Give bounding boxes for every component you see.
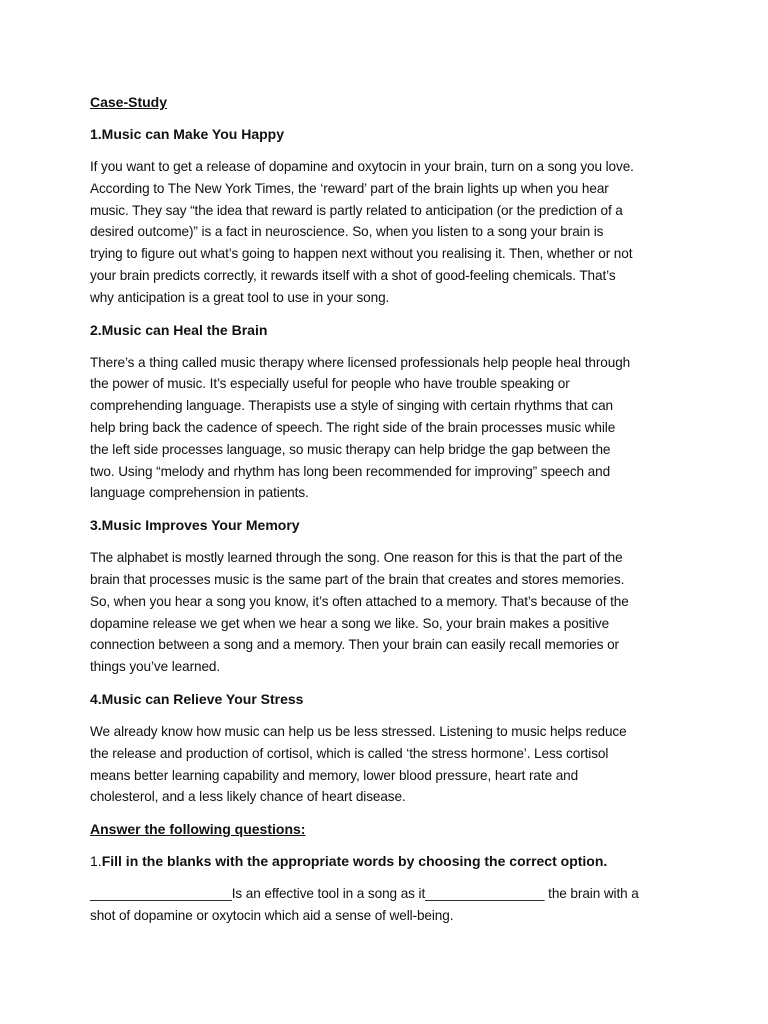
section-heading-1: 1.Music can Make You Happy xyxy=(90,126,284,142)
paragraph-line: the release and production of cortisol, which is called ‘the stress hormone’. Less cortisol xyxy=(90,745,609,761)
document-page xyxy=(90,92,682,938)
paragraph-line: So, when you hear a song you know, it’s often attached to a memory. That’s because of the xyxy=(90,593,629,609)
paragraph-line: the left side processes language, so music therapy can help bridge the gap between the xyxy=(90,441,611,457)
blank-line: ___________________Is an effective tool in a song as it________________ the brain with a xyxy=(90,886,639,902)
section-heading-4: 4.Music can Relieve Your Stress xyxy=(90,690,304,707)
question-1 xyxy=(90,851,682,871)
paragraph-line: If you want to get a release of dopamine and oxytocin in your brain, turn on a song you love. xyxy=(90,159,634,174)
paragraph-line: trying to figure out what’s going to happen next without you realising it. Then, whether or not xyxy=(90,246,633,262)
section-paragraph-4 xyxy=(90,721,682,808)
paragraph-line: connection between a song and a memory. Then your brain can easily recall memories or xyxy=(90,637,619,653)
paragraph-line: the power of music. It’s especially useful for people who have trouble speaking or xyxy=(90,376,570,392)
paragraph-line: two. Using “melody and rhythm has long been recommended for improving” speech and xyxy=(90,463,611,479)
paragraph-line: brain that processes music is the same part of the brain that creates and stores memories. xyxy=(90,571,625,587)
section-heading-2: 2.Music can Heal the Brain xyxy=(90,321,268,338)
fill-blank-sentence xyxy=(90,883,682,927)
document-title: Case-Study xyxy=(90,94,168,110)
paragraph-line: why anticipation is a great tool to use in your song. xyxy=(90,289,390,305)
paragraph-line: The alphabet is mostly learned through the song. One reason for this is that the part of the xyxy=(90,550,623,566)
question-text: Fill in the blanks with the appropriate words by choosing the correct option. xyxy=(101,853,608,870)
paragraph-line: your brain predicts correctly, it rewards itself with a shot of good-feeling chemicals. That’s xyxy=(90,267,616,283)
paragraph-line: According to The New York Times, the ‘reward’ part of the brain lights up when you hear xyxy=(90,180,609,196)
section-paragraph-2 xyxy=(90,352,682,505)
answer-heading: Answer the following questions: xyxy=(90,821,306,838)
paragraph-line: language comprehension in patients. xyxy=(90,485,309,501)
paragraph-line: comprehending language. Therapists use a style of singing with certain rhythms that can xyxy=(90,398,614,414)
section-paragraph-1 xyxy=(90,156,682,309)
paragraph-line: desired outcome)” is a fact in neuroscience. So, when you listen to a song your brain is xyxy=(90,224,604,240)
section-paragraph-3 xyxy=(90,547,682,678)
paragraph-line: music. They say “the idea that reward is partly related to anticipation (or the prediction of a xyxy=(90,202,623,218)
paragraph-line: dopamine release we get when we hear a song we like. So, your brain makes a positive xyxy=(90,615,610,631)
paragraph-line: help bring back the cadence of speech. The right side of the brain processes music while xyxy=(90,419,616,435)
paragraph-line: cholesterol, and a less likely chance of heart disease. xyxy=(90,789,406,805)
paragraph-line: means better learning capability and memory, lower blood pressure, heart rate and xyxy=(90,767,579,783)
paragraph-line: things you’ve learned. xyxy=(90,659,221,675)
blank-line: shot of dopamine or oxytocin which aid a sense of well-being. xyxy=(90,907,454,923)
paragraph-line: There’s a thing called music therapy where licensed professionals help people heal through xyxy=(90,354,631,370)
paragraph-line: We already know how music can help us be less stressed. Listening to music helps reduce xyxy=(90,723,627,739)
question-number: 1. xyxy=(90,853,102,870)
section-heading-3: 3.Music Improves Your Memory xyxy=(90,517,300,534)
